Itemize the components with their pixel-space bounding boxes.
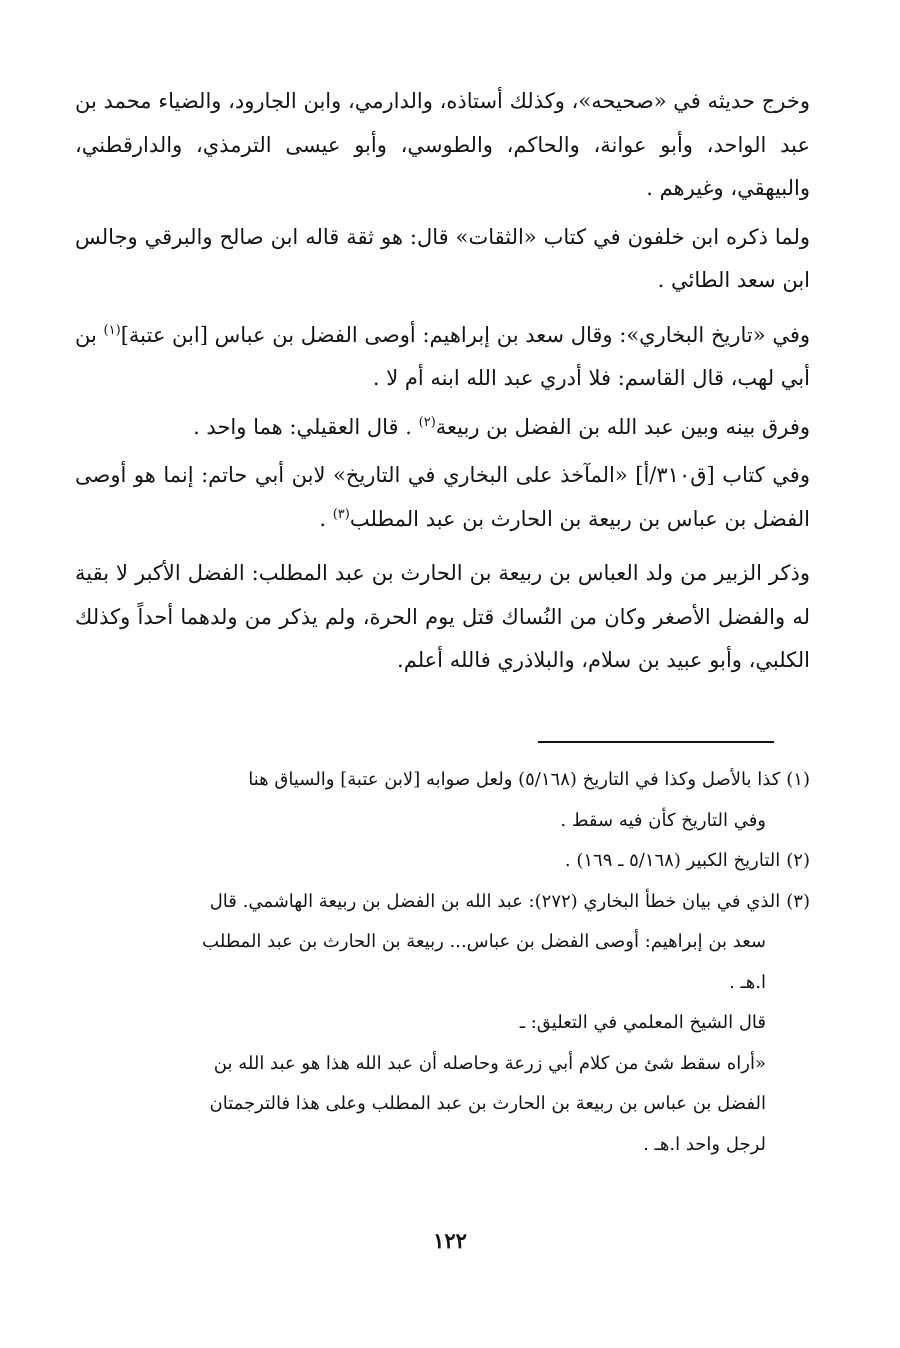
footnote-3-line-5: «أراه سقط شئ من كلام أبي زرعة وحاصله أن عبد الله هذا هو عبد الله بن xyxy=(213,1052,766,1074)
footnote-1-number: (١) xyxy=(786,769,810,790)
footnote-1-line-1: كذا بالأصل وكذا في التاريخ (٥/١٦٨) ولعل صوابه [لابن عتبة] والسياق هنا xyxy=(248,769,781,790)
main-text xyxy=(75,80,810,688)
paragraph-5-text-a: وفي كتاب [ق٣١٠/أ] «المآخذ على البخاري في التاريخ» لابن أبي حاتم: إنما هو أوصى الفضل بن عباس بن ربيعة بن الحارث بن عبد المطلب xyxy=(75,463,810,531)
paragraph-4-text-b: . قال العقيلي: هما واحد . xyxy=(193,414,419,439)
paragraph-6: وذكر الزبير من ولد العباس بن ربيعة بن الحارث بن عبد المطلب: الفضل الأكبر لا بقية له والفضل الأصغر وكان من النُساك قتل يوم الحرة، ولم يذكر من ولدهما أحداً وكذلك الكلبي، وأبو عبيد بن سلام، والبلاذري فالله أعلم. xyxy=(75,561,810,672)
footnote-1-line-2: وفي التاريخ كأن فيه سقط . xyxy=(560,809,766,831)
footnote-1 xyxy=(75,760,810,841)
paragraph-3 xyxy=(75,314,810,401)
footnote-2-text: التاريخ الكبير (٥/١٦٨ ـ ١٦٩) . xyxy=(564,850,781,871)
paragraph-4-text-a: وفرق بينه وبين عبد الله بن الفضل بن ربيعة xyxy=(435,414,810,439)
footnote-3 xyxy=(75,882,810,1166)
footnote-3-line-4: قال الشيخ المعلمي في التعليق: ـ xyxy=(519,1012,766,1033)
footnotes xyxy=(75,760,810,1165)
footnote-separator xyxy=(538,741,774,743)
paragraph-5-text-b: . xyxy=(319,506,333,531)
footnote-3-line-6: الفضل بن عباس بن ربيعة بن الحارث بن عبد المطلب وعلى هذا فالترجمتان xyxy=(209,1093,766,1114)
footnote-3-number: (٣) xyxy=(786,890,810,912)
paragraph-3-text-b: بن أبي لهب، قال القاسم: فلا أدري عبد الله ابنه أم لا . xyxy=(75,322,810,390)
footnote-ref-2: (٢) xyxy=(418,414,436,430)
footnote-2-number: (٢) xyxy=(786,850,810,871)
footnote-3-line-7: لرجل واحد ا.هـ . xyxy=(643,1133,766,1155)
paragraph-3-text-a: وفي «تاريخ البخاري»: وقال سعد بن إبراهيم: أوصى الفضل بن عباس [ابن عتبة] xyxy=(120,322,810,347)
footnote-3-line-3: ا.هـ . xyxy=(729,971,766,993)
footnote-3-line-2: سعد بن إبراهيم: أوصى الفضل بن عباس... ربيعة بن الحارث بن عبد المطلب xyxy=(202,931,766,952)
paragraph-2: ولما ذكره ابن خلفون في كتاب «الثقات» قال: هو ثقة قاله ابن صالح والبرقي وجالس ابن سعد الطائي . xyxy=(75,224,810,292)
footnote-ref-1: (١) xyxy=(103,322,121,338)
paragraph-1: وخرج حديثه في «صحيحه»، وكذلك أستاذه، والدارمي، وابن الجارود، والضياء محمد بن عبد الواحد، وأبو عوانة، والحاكم، والطوسي، وأبو عيسى الترمذي، والدارقطني، والبيهقي، وغيرهم . xyxy=(75,89,810,200)
footnote-ref-3: (٣) xyxy=(332,506,350,522)
paragraph-4 xyxy=(75,406,810,450)
paragraph-5 xyxy=(75,454,810,541)
page-number: ١٢٢ xyxy=(433,1228,467,1253)
footnote-3-line-1: الذي في بيان خطأ البخاري (٢٧٢): عبد الله بن الفضل بن ربيعة الهاشمي. قال xyxy=(209,890,781,912)
footnote-2 xyxy=(75,841,810,882)
